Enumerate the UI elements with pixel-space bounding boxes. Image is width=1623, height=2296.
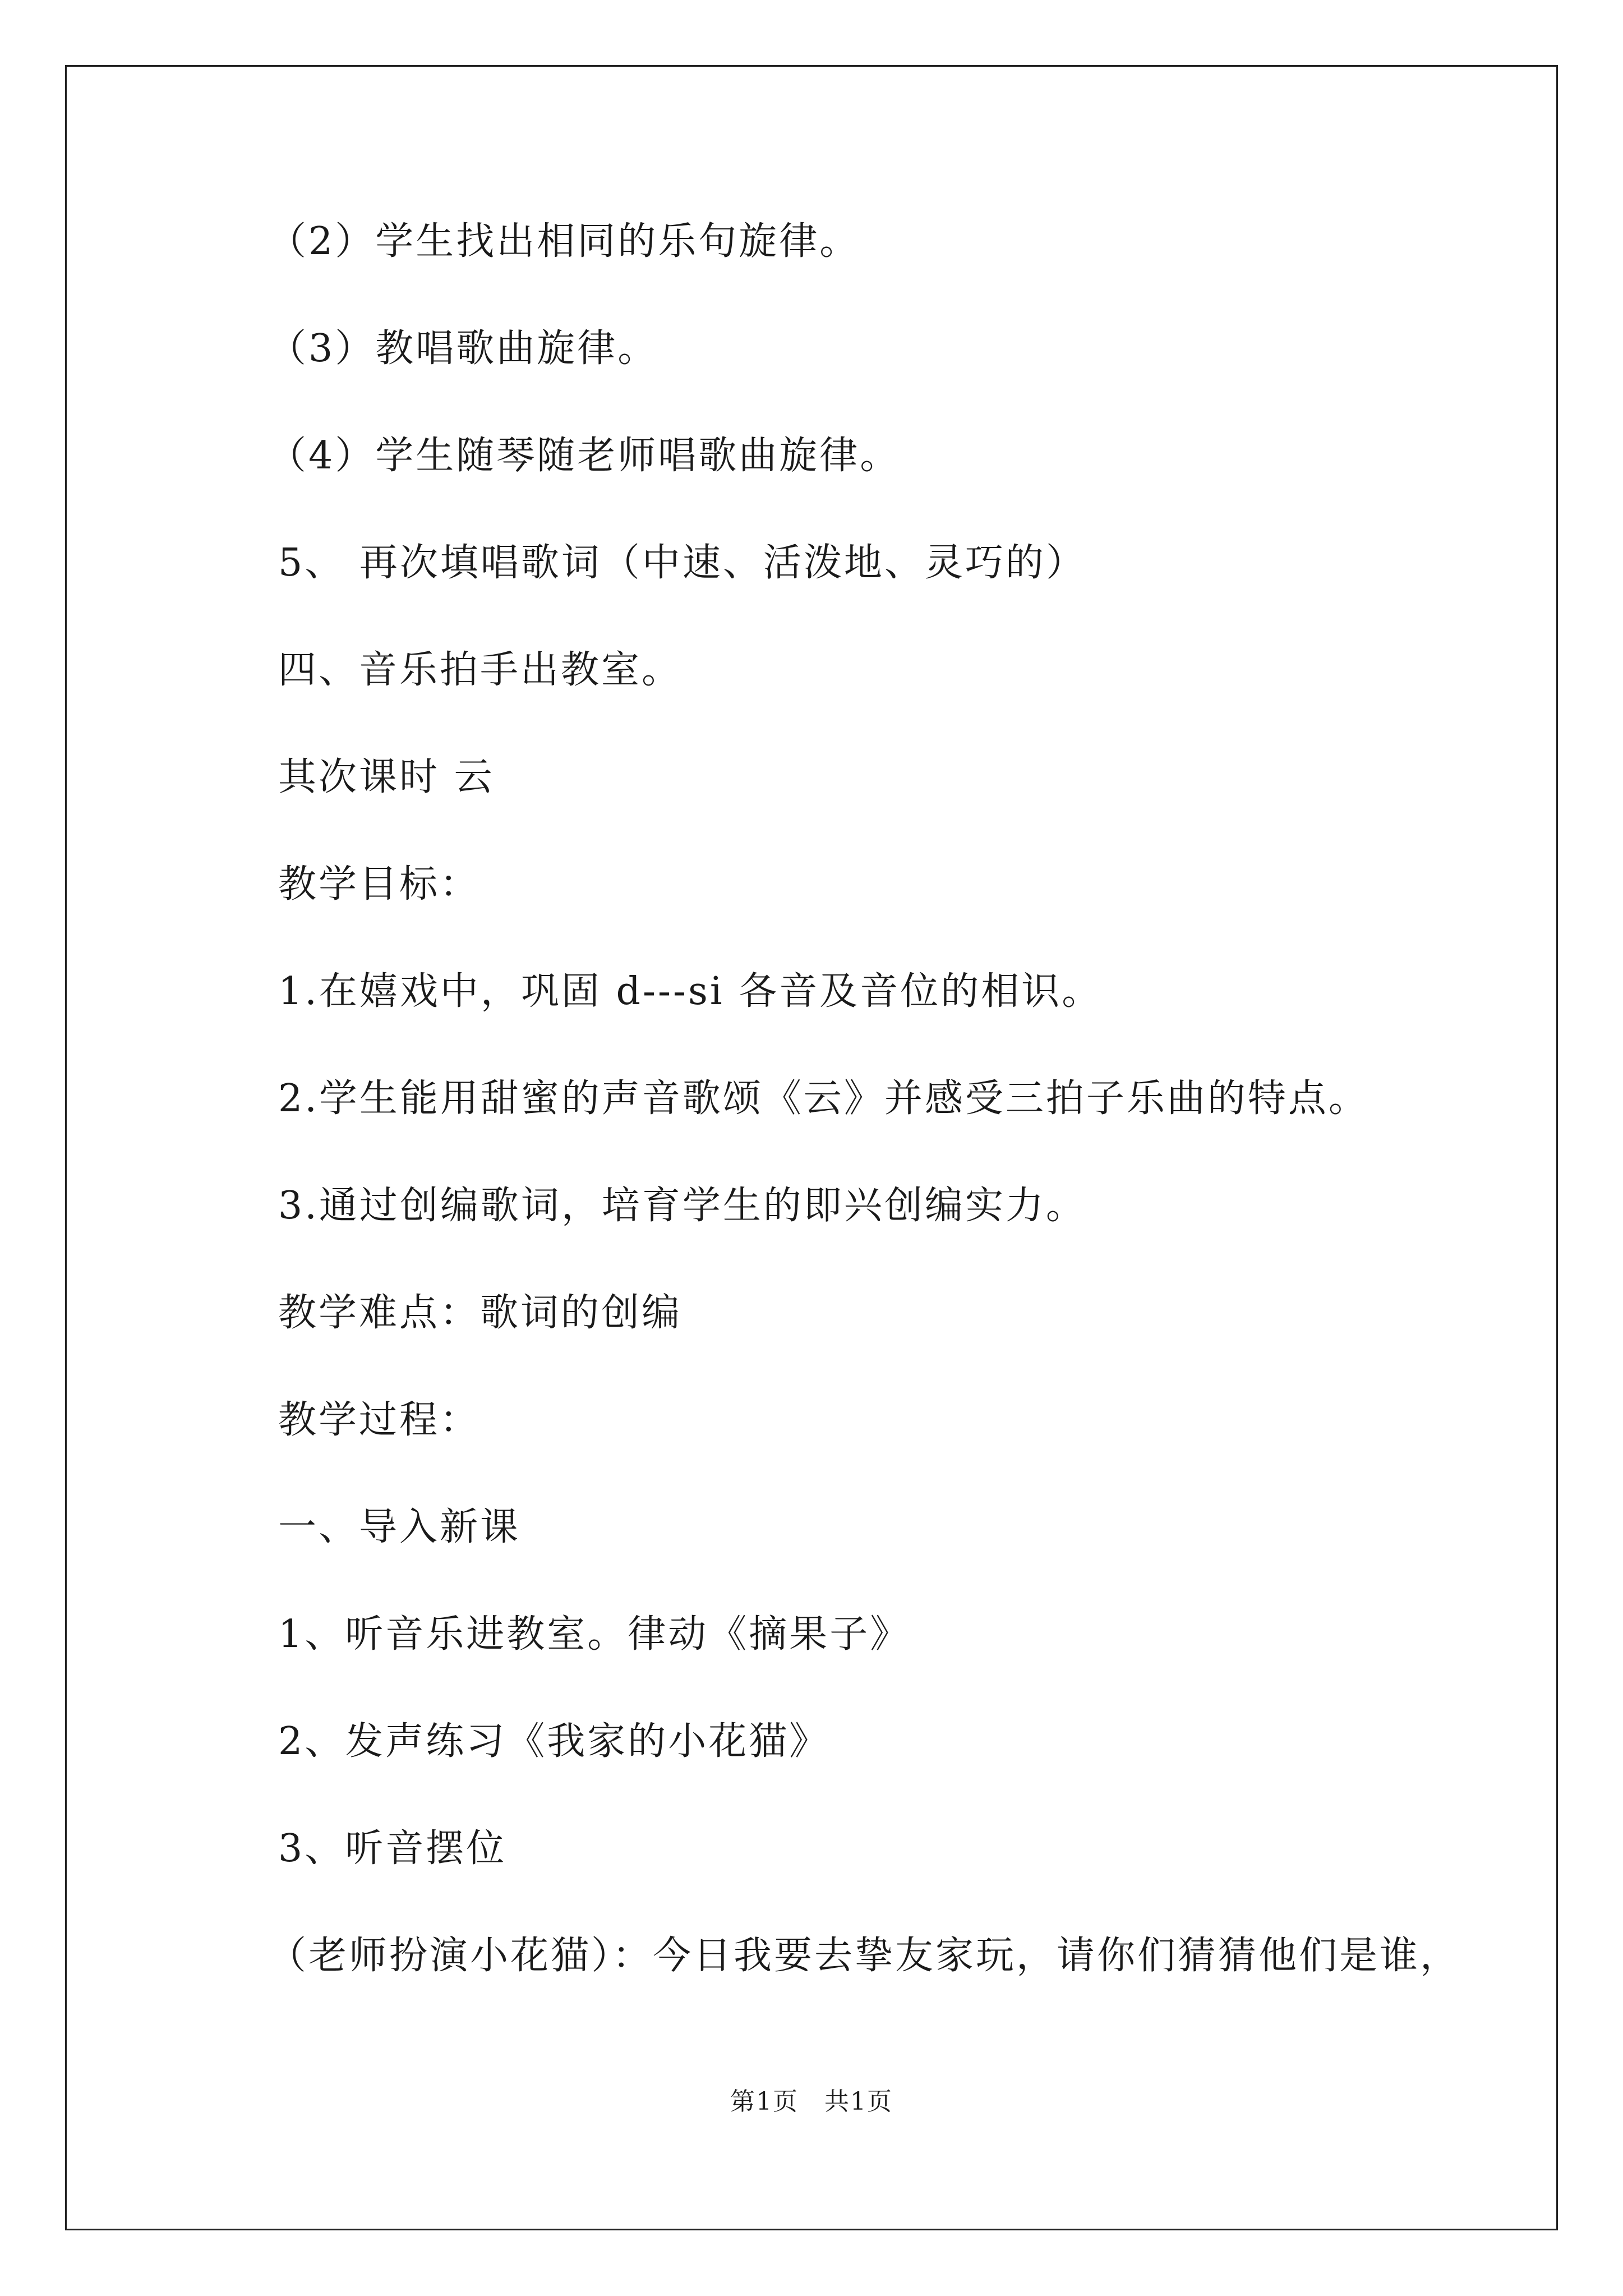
- text-line-10: 3.通过创编歌词，培育学生的即兴创编实力。: [278, 1184, 1086, 1228]
- text-line-2: （3）教唱歌曲旋律。: [268, 326, 658, 371]
- text-line-13: 一、导入新课: [278, 1505, 521, 1549]
- document-body: [268, 219, 1512, 2043]
- text-line-15: 2、发声练习《我家的小花猫》: [278, 1719, 830, 1764]
- text-line-16: 3、听音摆位: [278, 1826, 507, 1871]
- text-line-17: （老师扮演小花猫）：今日我要去挚友家玩，请你们猜猜他们是谁，: [268, 1934, 1461, 1978]
- text-line-12: 教学过程：: [278, 1398, 481, 1442]
- text-line-4: 5、 再次填唱歌词（中速、活泼地、灵巧的）: [278, 541, 1086, 585]
- text-line-9: 2.学生能用甜蜜的声音歌颂《云》并感受三拍子乐曲的特点。: [278, 1076, 1369, 1121]
- text-line-3: （4）学生随琴随老师唱歌曲旋律。: [268, 434, 901, 478]
- text-line-1: （2）学生找出相同的乐句旋律。: [268, 219, 860, 264]
- text-line-7: 教学目标：: [278, 862, 481, 907]
- text-line-5: 四、音乐拍手出教室。: [278, 648, 683, 692]
- text-line-6: 其次课时 云: [278, 755, 495, 799]
- page-number-footer: 第1页 共1页: [730, 2087, 893, 2116]
- text-line-11: 教学难点：歌词的创编: [278, 1291, 683, 1335]
- text-line-8: 1.在嬉戏中，巩固 d---si 各音及音位的相识。: [278, 969, 1103, 1014]
- text-line-14: 1、听音乐进教室。律动《摘果子》: [278, 1612, 911, 1657]
